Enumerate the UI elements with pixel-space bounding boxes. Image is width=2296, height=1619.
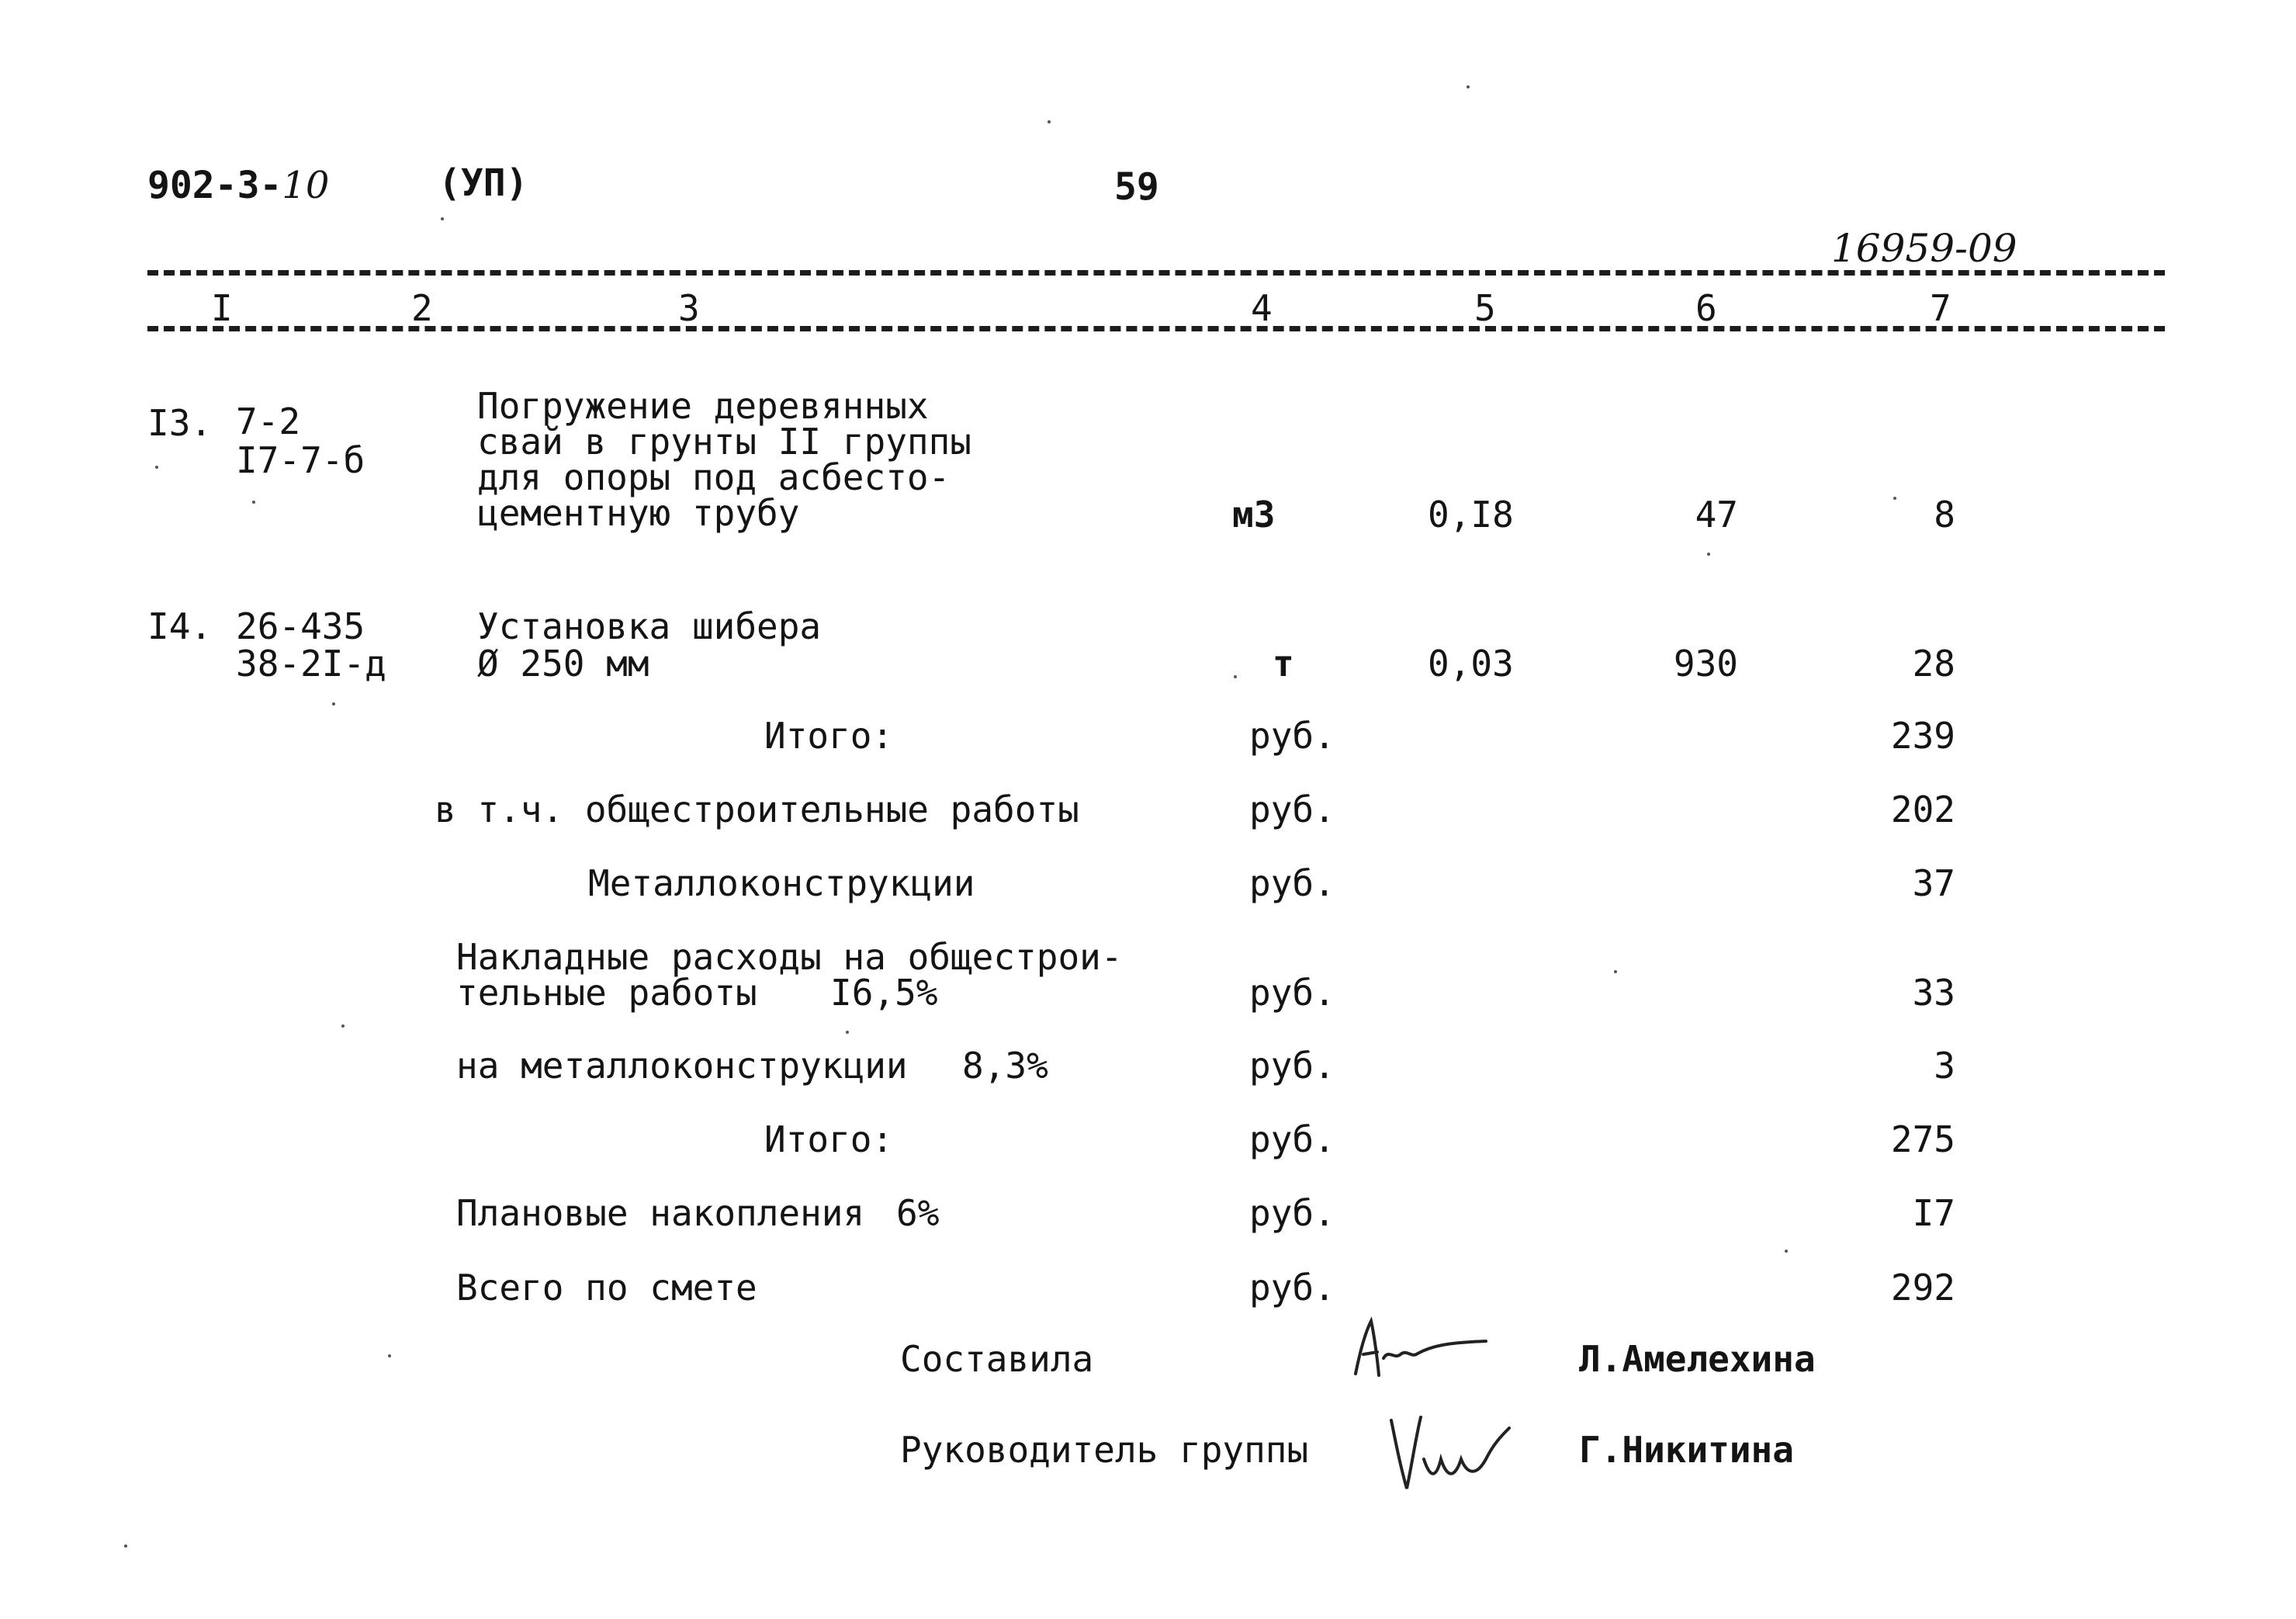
general-works-value: 202	[1890, 789, 1955, 830]
overhead-general-percent: I6,5%	[830, 972, 938, 1014]
item-quantity: 0,03	[1428, 643, 1514, 685]
item-description-line: цементную трубу	[477, 492, 800, 534]
item-number: I3.	[147, 402, 213, 444]
item-description-line: для опоры под асбесто-	[477, 456, 951, 498]
grand-total-label: Всего по смете	[456, 1267, 757, 1309]
total-unit: руб.	[1249, 715, 1335, 757]
item-description-line: Ø 250 мм	[477, 643, 649, 685]
general-works-label: в т.ч. общестроительные работы	[435, 789, 1079, 830]
section-label: (УП)	[438, 161, 528, 205]
document-code-suffix: 10	[282, 164, 330, 207]
total-unit: руб.	[1249, 862, 1335, 904]
column-header-7: 7	[1930, 287, 1951, 329]
item-description-line: свай в грунты II группы	[477, 421, 971, 463]
overhead-metal-value: 3	[1934, 1045, 1955, 1087]
signature-name: Л.Амелехина	[1579, 1338, 1816, 1380]
subtotal-value: 239	[1890, 715, 1955, 757]
item-cost: 28	[1912, 643, 1955, 685]
item-description-line: Погружение деревянных	[477, 385, 929, 427]
subtotal-label: Итого:	[764, 1118, 894, 1160]
total-unit: руб.	[1249, 789, 1335, 830]
subtotal-value: 275	[1890, 1118, 1955, 1160]
grand-total-value: 292	[1890, 1267, 1955, 1309]
planned-savings-label: Плановые накопления	[456, 1192, 865, 1234]
signature-role: Руководитель группы	[900, 1429, 1309, 1471]
signature-name: Г.Никитина	[1579, 1429, 1794, 1471]
item-unit: т	[1273, 643, 1294, 685]
handwritten-signature-icon	[1385, 1405, 1540, 1506]
column-header-3: 3	[678, 287, 700, 329]
overhead-metal-label: на металлоконструкции	[456, 1045, 908, 1087]
total-unit: руб.	[1249, 1118, 1335, 1160]
column-header-2: 2	[411, 287, 433, 329]
signature-role: Составила	[900, 1338, 1094, 1380]
metal-structures-label: Металлоконструкции	[588, 862, 975, 904]
item-number: I4.	[147, 605, 213, 647]
subtotal-label: Итого:	[764, 715, 894, 757]
document-code-prefix: 902-3-	[147, 164, 282, 207]
item-code: 7-2	[236, 400, 301, 442]
item-code: 26-435	[236, 605, 365, 647]
column-header-4: 4	[1251, 287, 1273, 329]
item-quantity: 0,I8	[1428, 494, 1514, 536]
item-cost: 8	[1934, 494, 1955, 536]
header-rule-bottom	[147, 326, 2165, 331]
metal-structures-value: 37	[1912, 862, 1955, 904]
page-number: 59	[1114, 165, 1159, 209]
header-rule-top	[147, 270, 2165, 276]
item-unit-price: 47	[1695, 494, 1738, 536]
overhead-general-value: 33	[1912, 972, 1955, 1014]
overhead-general-label-line: тельные работы	[456, 972, 757, 1014]
total-unit: руб.	[1249, 1192, 1335, 1234]
item-code: I7-7-б	[236, 439, 365, 481]
overhead-metal-percent: 8,3%	[962, 1045, 1048, 1087]
item-description-line: Установка шибера	[477, 605, 822, 647]
handwritten-signature-icon	[1346, 1312, 1501, 1405]
column-header-6: 6	[1695, 287, 1717, 329]
planned-savings-value: I7	[1912, 1192, 1955, 1234]
document-number: 16959-09	[1831, 226, 2017, 271]
item-unit: м3	[1232, 494, 1276, 536]
document-code	[147, 164, 330, 207]
overhead-general-label-line: Накладные расходы на общестрои-	[456, 936, 1123, 978]
column-header-1: I	[211, 287, 233, 329]
planned-savings-percent: 6%	[896, 1192, 940, 1234]
total-unit: руб.	[1249, 1267, 1335, 1309]
item-unit-price: 930	[1673, 643, 1738, 685]
item-code: 38-2I-д	[236, 643, 386, 685]
total-unit: руб.	[1249, 972, 1335, 1014]
column-header-5: 5	[1474, 287, 1496, 329]
total-unit: руб.	[1249, 1045, 1335, 1087]
